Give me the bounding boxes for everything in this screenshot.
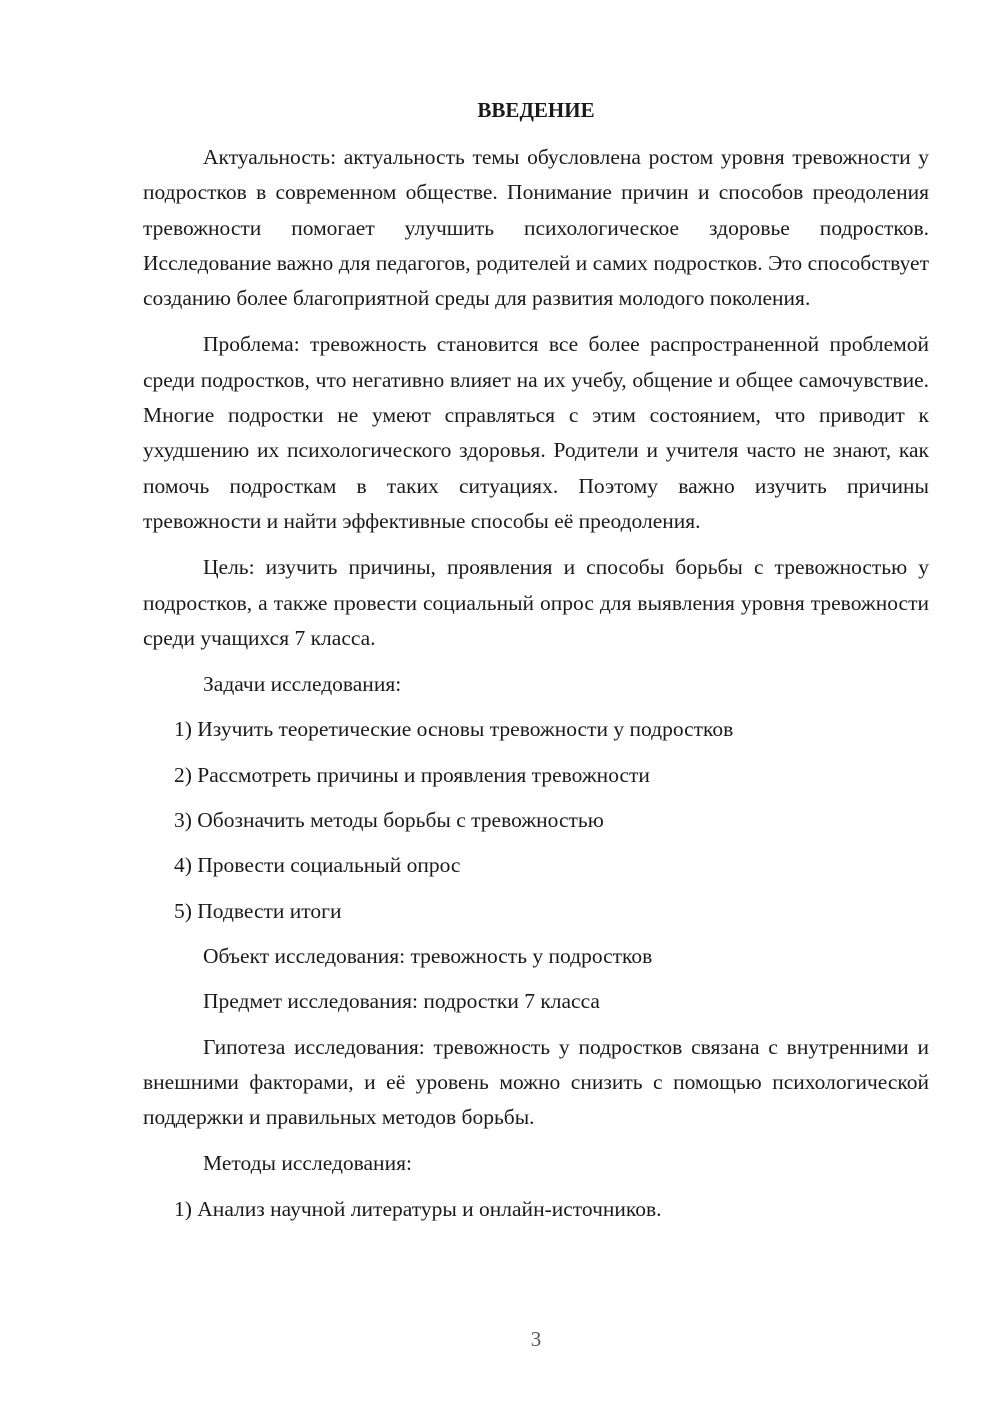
task-item: 5) Подвести итоги <box>174 898 342 923</box>
goal-paragraph: Цель: изучить причины, проявления и способы борьбы с тревожностью у подростков, а также провести социальный опрос для выявления уровня тревожности среди учащихся 7 класса. <box>143 555 929 650</box>
page-title: ВВЕДЕНИЕ <box>477 98 595 122</box>
methods-heading: Методы исследования: <box>203 1151 412 1176</box>
hypothesis-paragraph: Гипотеза исследования: тревожность у подростков связана с внутренними и внешними факторами, и её уровень можно снизить с помощью психологической поддержки и правильных методов борьбы. <box>143 1034 929 1130</box>
tasks-heading: Задачи исследования: <box>203 672 402 697</box>
relevance-paragraph: Актуальность: актуальность темы обусловлена ростом уровня тревожности у подростков в современном обществе. Понимание причин и способов преодоления тревожности помогает улучшить психологическое здоровье подростков. Исследование важно для педагогов, родителей и самих подростков. Это способствует созданию более благоприятной среды для развития молодого поколения. <box>143 145 929 311</box>
document-page <box>143 93 929 1227</box>
tasks-list <box>143 712 929 928</box>
method-item: 1) Анализ научной литературы и онлайн-источников. <box>174 1196 662 1221</box>
object-line: Объект исследования: тревожность у подростков <box>203 943 653 968</box>
problem-paragraph: Проблема: тревожность становится все более распространенной проблемой среди подростков, что негативно влияет на их учебу, общение и общее самочувствие. Многие подростки не умеют справляться с этим состоянием, что приводит к ухудшению их психологического здоровья. Родители и учителя часто не знают, как помочь подросткам в таких ситуациях. Поэтому важно изучить причины тревожности и найти эффективные способы её преодоления. <box>143 332 929 533</box>
task-item: 4) Провести социальный опрос <box>174 853 461 878</box>
task-item: 2) Рассмотреть причины и проявления тревожности <box>174 762 650 787</box>
task-item: 3) Обозначить методы борьбы с тревожностью <box>174 808 604 833</box>
subject-line: Предмет исследования: подростки 7 класса <box>203 989 600 1014</box>
page-number: 3 <box>530 1327 542 1351</box>
task-item: 1) Изучить теоретические основы тревожности у подростков <box>174 717 734 742</box>
